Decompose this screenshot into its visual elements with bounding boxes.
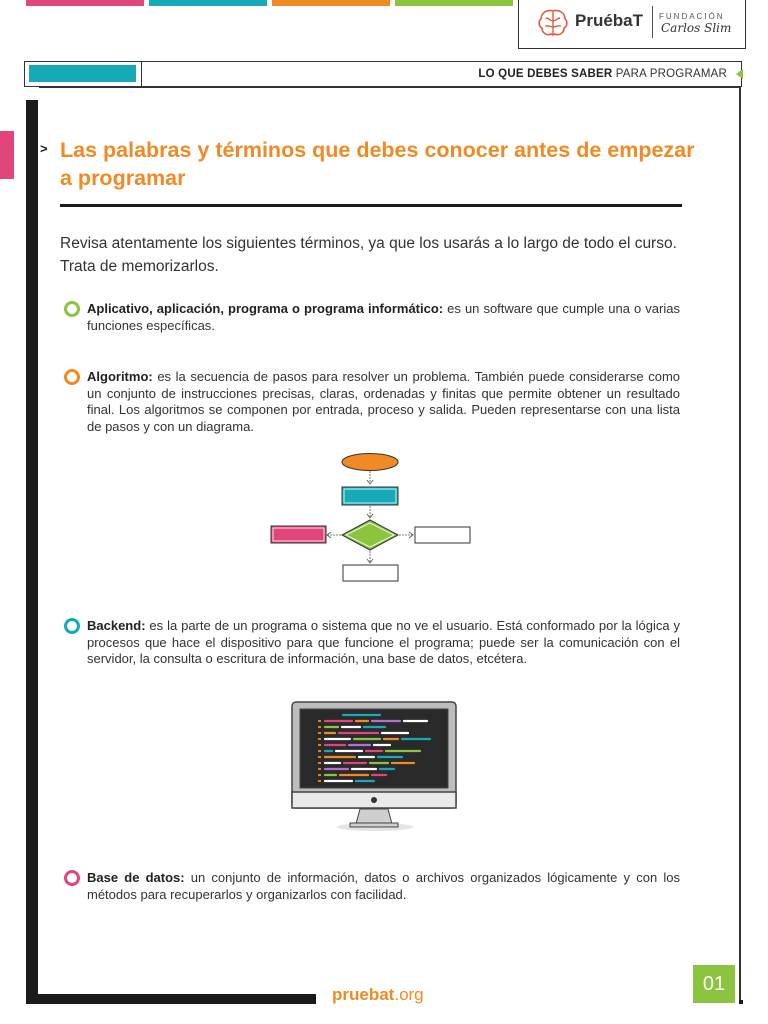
flowchart-start-oval bbox=[342, 454, 398, 471]
footer-site-name: pruebat bbox=[332, 985, 395, 1004]
term-text bbox=[87, 870, 680, 903]
term-title: Base de datos: bbox=[87, 870, 185, 885]
flowchart-pink-box bbox=[271, 526, 326, 543]
pink-circle-bullet-icon bbox=[64, 870, 80, 886]
top-bar-teal bbox=[149, 0, 267, 6]
term-definition: es la parte de un programa o sistema que no ve el usuario. Está conformado por la lógica y procesos que hace el dispositivo para que funcione el programa; puede ser la comunicación con el servidor, la consulta o escritura de información, una base de datos, etcétera. bbox=[87, 618, 680, 666]
frame-bottom-bar bbox=[26, 994, 316, 1004]
section-header-strip bbox=[24, 61, 742, 87]
strip-arrow-icon bbox=[736, 69, 743, 79]
term-text bbox=[87, 369, 680, 435]
monitor-power-button bbox=[371, 797, 377, 803]
brain-logo-icon bbox=[537, 8, 569, 38]
term-item-base-de-datos bbox=[60, 870, 680, 903]
foundation-signature: Carlos Slim bbox=[661, 21, 732, 35]
top-bar-green bbox=[395, 0, 513, 6]
flowchart-empty-box-bottom bbox=[343, 565, 398, 581]
term-title: Backend: bbox=[87, 618, 146, 633]
flowchart-empty-box-right bbox=[415, 527, 470, 543]
orange-circle-bullet-icon bbox=[64, 369, 80, 385]
term-item-aplicativo bbox=[60, 301, 680, 334]
green-circle-bullet-icon bbox=[64, 301, 80, 317]
flowchart-decision-diamond bbox=[342, 520, 398, 550]
term-text bbox=[87, 301, 680, 334]
section-label bbox=[478, 68, 727, 80]
flowchart-illustration bbox=[265, 448, 477, 588]
page-number: 01 bbox=[693, 965, 735, 1003]
term-item-algoritmo bbox=[60, 369, 680, 435]
monitor-stand bbox=[356, 809, 392, 824]
section-label-accent: PARA PROGRAMAR bbox=[615, 68, 727, 80]
term-item-backend bbox=[60, 618, 680, 668]
strip-swatch-box bbox=[25, 62, 142, 86]
monitor-code-illustration bbox=[290, 700, 460, 834]
brand-name: PruébaT bbox=[575, 11, 644, 30]
section-label-main: LO QUE DEBES SABER bbox=[478, 68, 613, 80]
title-rule bbox=[60, 204, 682, 207]
term-title: Algoritmo: bbox=[87, 369, 153, 384]
term-title: Aplicativo, aplicación, programa o programa informático: bbox=[87, 301, 444, 316]
frame-left-bar bbox=[26, 100, 38, 1000]
term-definition: un conjunto de información, datos o archivos organizados lógicamente y con los métodos para recuperarlos y organizarlos con facilidad. bbox=[87, 870, 680, 902]
intro-paragraph: Revisa atentamente los siguientes términos, ya que los usarás a lo largo de todo el curso. Trata de memorizarlos. bbox=[60, 235, 677, 275]
frame-top-line bbox=[39, 86, 739, 88]
brand-divider bbox=[652, 6, 653, 38]
term-definition: es la secuencia de pasos para resolver un problema. También puede considerarse como un conjunto de instrucciones precisas, claras, ordenadas y finitas que permite obtener un resultado final. Los algoritmos se componen por entrada, proceso y salida. Pueden representarse con una lista de pasos y con un diagrama. bbox=[87, 369, 680, 434]
frame-corner-mark bbox=[739, 1000, 743, 1004]
footer-site-tld: .org bbox=[394, 985, 424, 1004]
page-title: Las palabras y términos que debes conocer antes de empezar a programar bbox=[60, 138, 695, 190]
footer-website-link[interactable] bbox=[332, 985, 424, 1005]
teal-circle-bullet-icon bbox=[64, 618, 80, 634]
frame-right-line bbox=[739, 86, 741, 1000]
pink-side-tab bbox=[0, 131, 14, 179]
top-bar-orange bbox=[272, 0, 390, 6]
foundation-label: FUNDACIÓN bbox=[659, 12, 725, 21]
term-text bbox=[87, 618, 680, 668]
top-bar-pink bbox=[26, 0, 144, 6]
flowchart-process-box bbox=[342, 487, 398, 505]
logo-box bbox=[518, 0, 746, 49]
title-caret-icon: > bbox=[40, 141, 48, 156]
term-definition: es un software que cumple una o varias funciones específicas. bbox=[87, 301, 680, 333]
strip-teal-swatch bbox=[29, 65, 136, 82]
